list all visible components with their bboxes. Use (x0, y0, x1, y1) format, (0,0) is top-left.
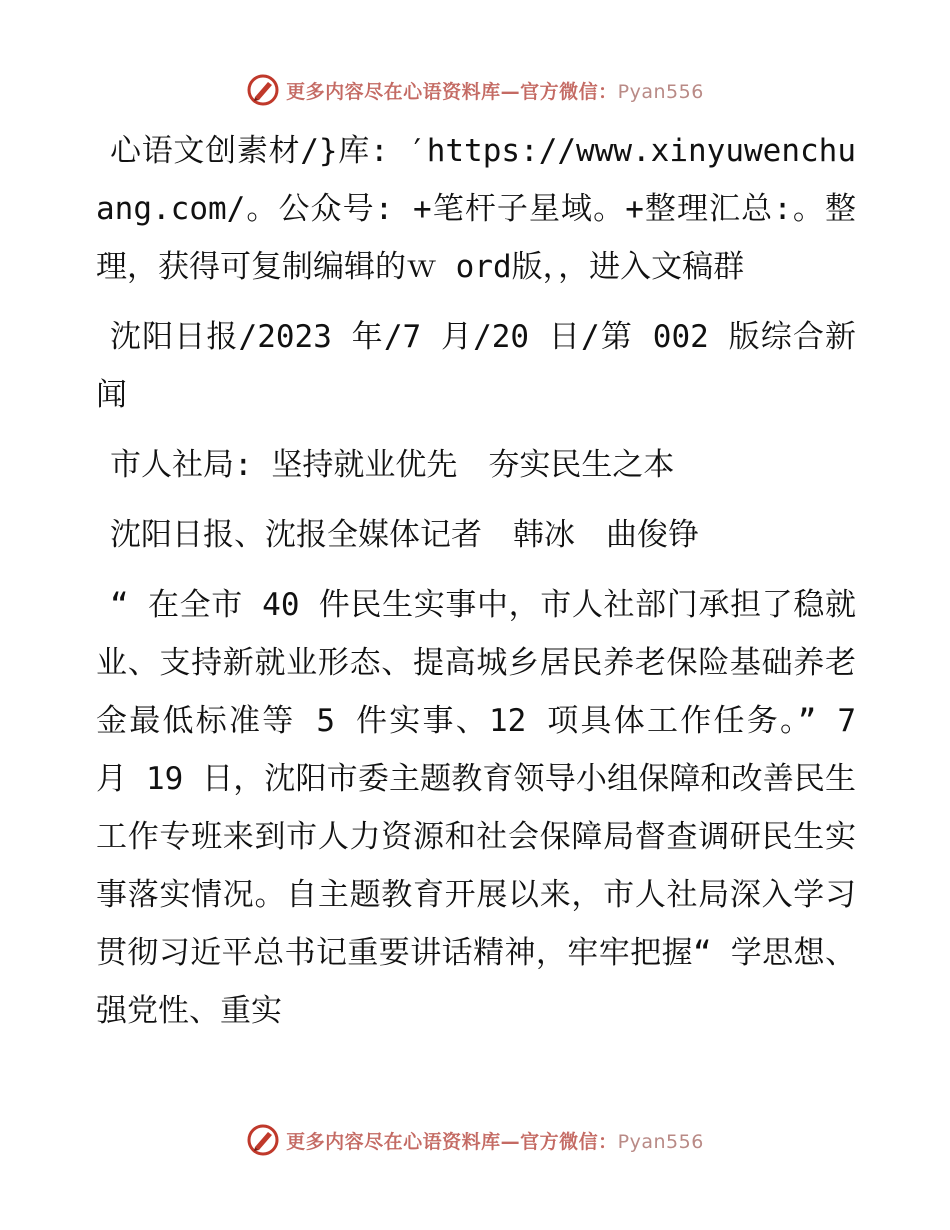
banner-text (286, 1127, 704, 1154)
intro-paragraph: 心语文创素材/}库: ′https://www.xinyuwenchuang.com/。公众号: +笔杆子星域。+整理汇总:。整理，获得可复制编辑的ｗ ord版，，进入文稿群 (96, 133, 856, 285)
banner-label: 更多内容尽在心语资料库—官方微信： (286, 80, 618, 103)
banner-wechat-id: Pyan556 (617, 80, 704, 103)
footer-banner (0, 1120, 950, 1160)
pen-logo-icon (246, 73, 280, 107)
banner-wechat-id: Pyan556 (617, 1130, 704, 1153)
article-headline: 市人社局: 坚持就业优先 夯实民生之本 (110, 447, 675, 483)
banner-label: 更多内容尽在心语资料库—官方微信： (286, 1130, 618, 1153)
header-banner (0, 70, 950, 110)
article-body-paragraph: “ 在全市 40 件民生实事中，市人社部门承担了稳就业、支持新就业形态、提高城乡居民养老保险基础养老金最低标准等 5 件实事、12 项具体工作任务。” 7 月 19 日，沈阳市委主题教育领导小组保障和改善民生工作专班来到市人力资源和社会保障局督查调研民生实事落实情况。自主题教育开展以来，市人社局深入学习贯彻习近平总书记重要讲话精神，牢牢把握“ 学思想、强党性、重实 (96, 587, 856, 1029)
source-line: 沈阳日报/2023 年/7 月/20 日/第 002 版综合新闻 (96, 319, 856, 413)
article-byline: 沈阳日报、沈报全媒体记者 韩冰 曲俊铮 (110, 517, 699, 553)
banner-text (286, 77, 704, 104)
document-body (96, 122, 856, 1052)
pen-logo-icon (246, 1123, 280, 1157)
